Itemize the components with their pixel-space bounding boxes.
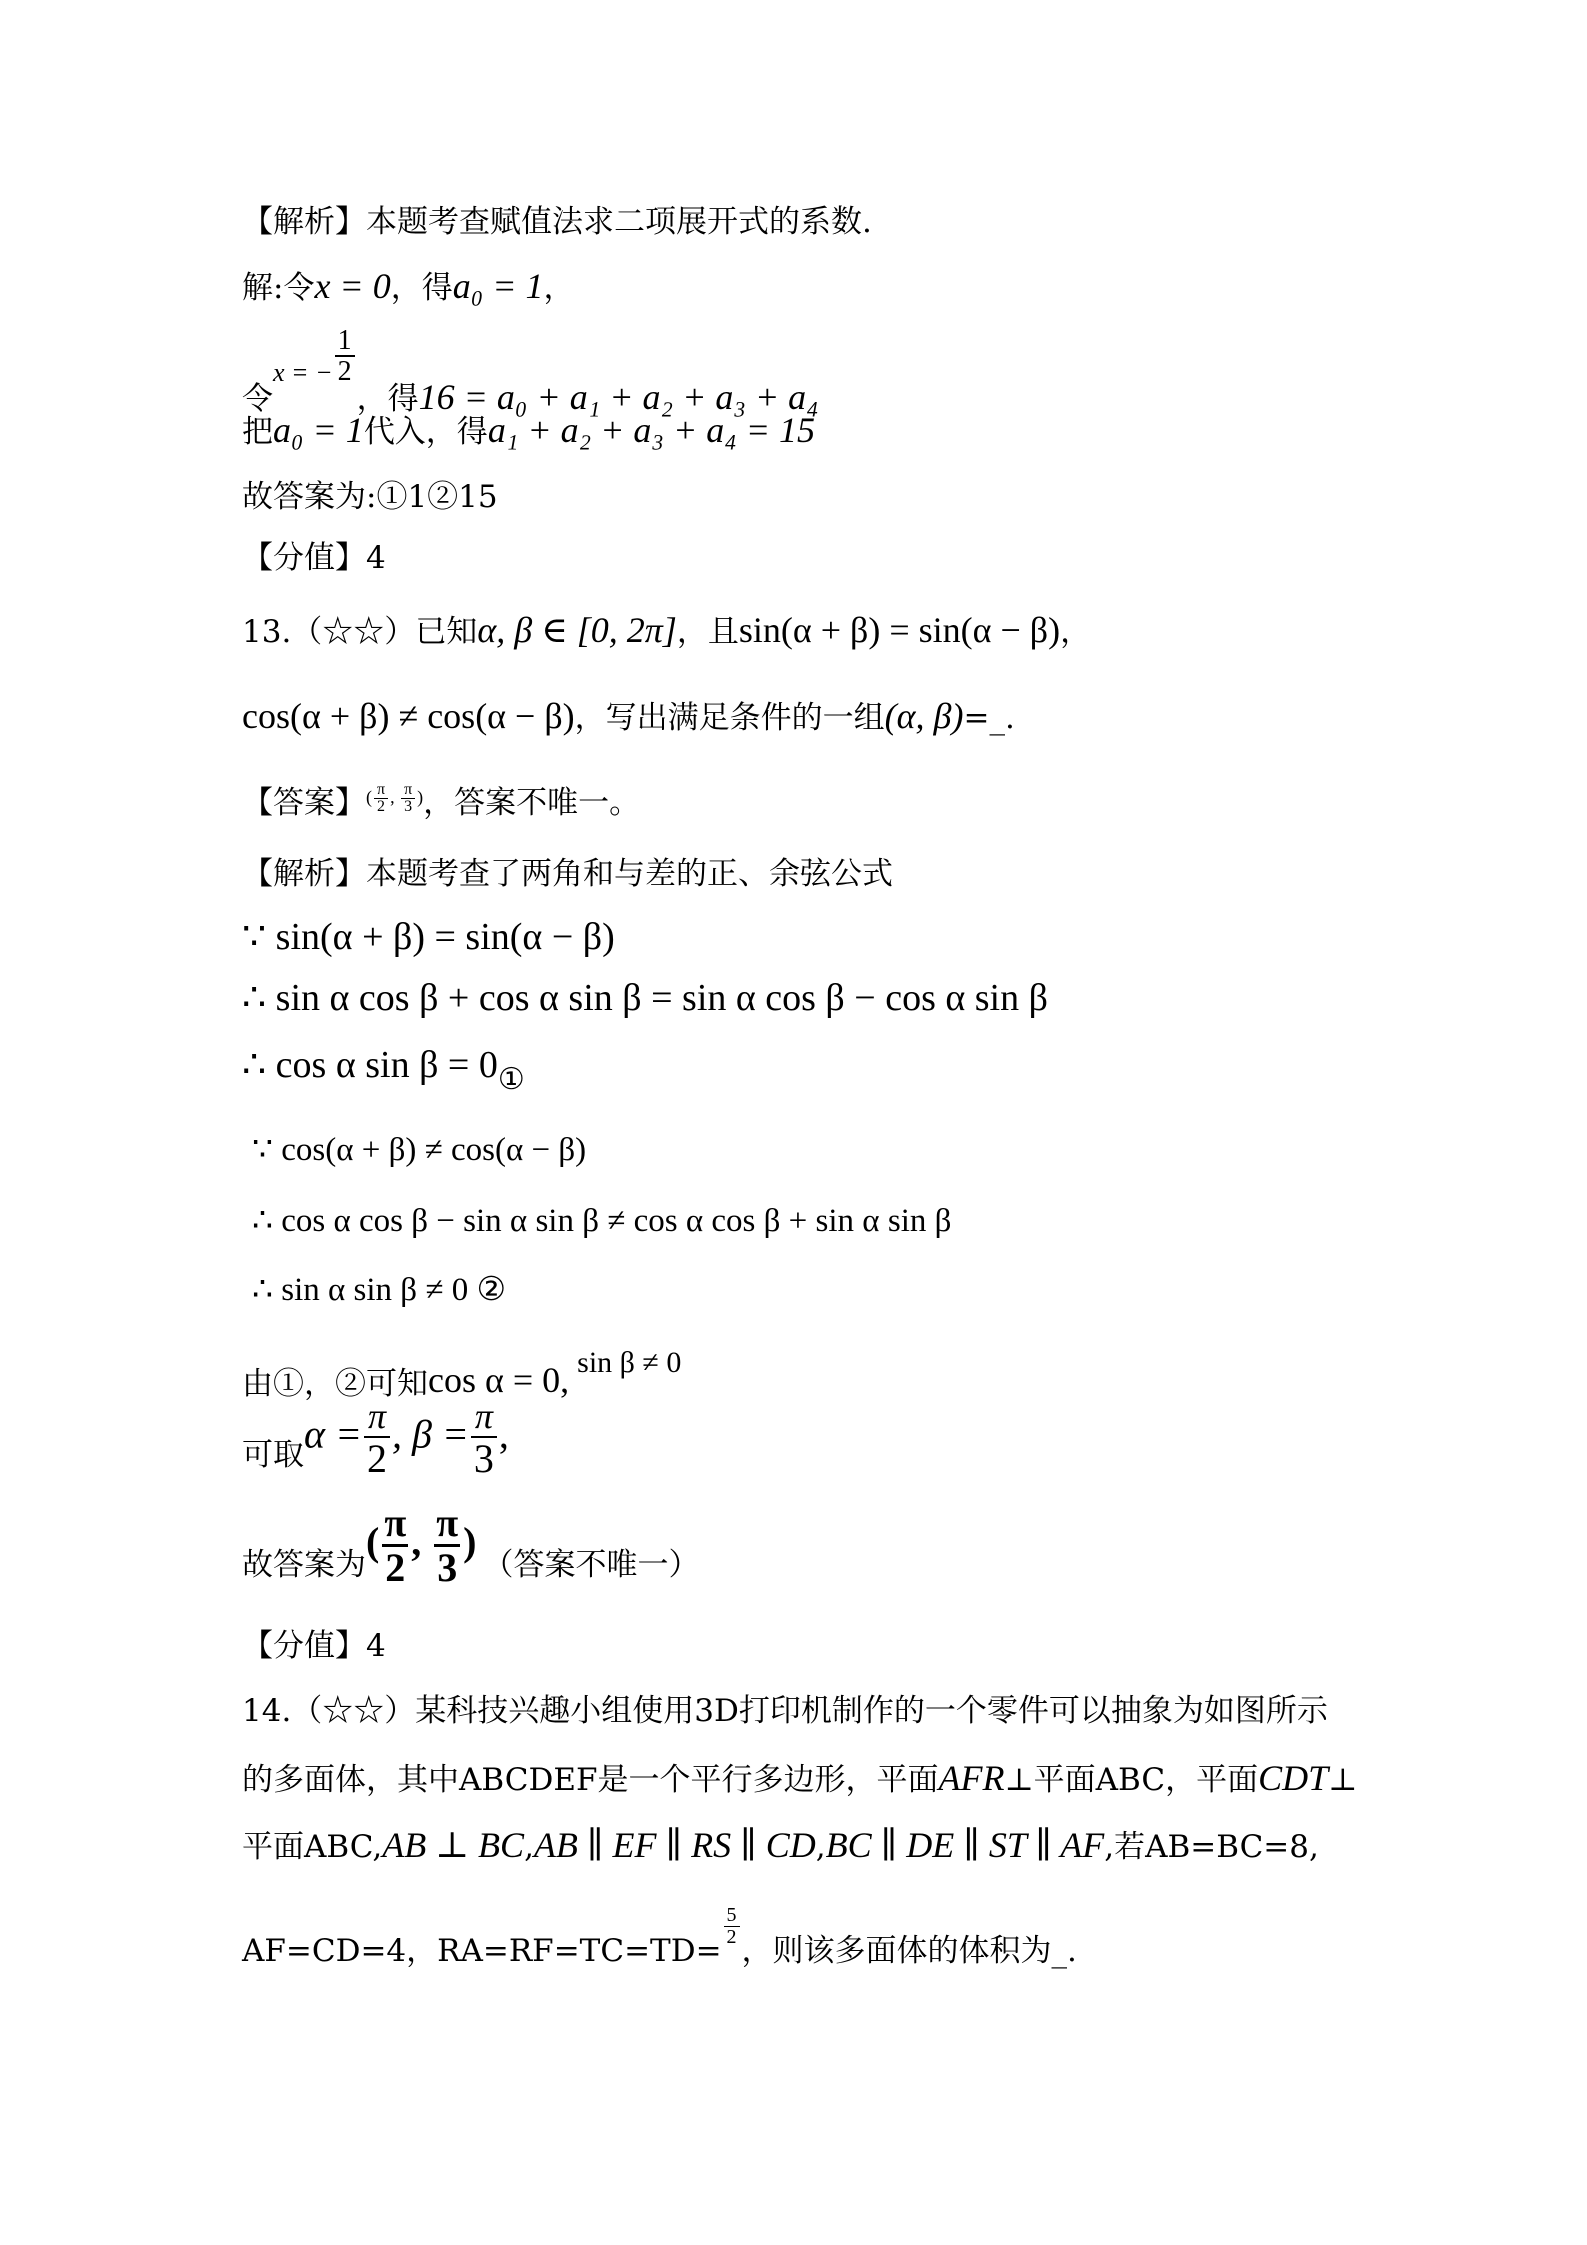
answer-line-13	[242, 780, 641, 826]
answer-pair-bold: ( $\frac{\pi}{2}$ , $\frac{\pi}{3}$ )	[366, 1500, 477, 1590]
text: 由①，②可知	[242, 1366, 428, 1402]
numerator: π	[474, 1396, 493, 1436]
math: BC ∥ DE ∥ ST ∥ AF	[825, 1825, 1105, 1865]
solution-line-2	[242, 318, 819, 417]
fraction	[364, 1398, 390, 1480]
question-14-line-1: 14.（☆☆）某科技兴趣小组使用3D打印机制作的一个零件可以抽象为如图所示	[242, 1693, 1328, 1729]
numerator: 1	[337, 325, 352, 356]
text: ，	[543, 270, 575, 306]
text: 的多面体，其中ABCDEF是一个平行多边形，平面	[242, 1762, 939, 1798]
math: a₀ = 1	[452, 266, 544, 306]
denominator: 2	[382, 1544, 408, 1589]
fraction	[401, 782, 415, 817]
derivation-line-4: ∵ cos(α + β) ≠ cos(α − β)	[252, 1132, 587, 1168]
text: ⊥	[1328, 1762, 1358, 1798]
math: sin β ≠ 0	[577, 1346, 682, 1379]
text: 平面ABC,	[242, 1829, 383, 1865]
text: =_.	[963, 700, 1015, 736]
score-line-12: 【分值】4	[242, 540, 386, 576]
denominator: 2	[374, 798, 388, 816]
text: ,若AB=BC=8,	[1104, 1829, 1319, 1865]
text: 可取	[242, 1437, 304, 1474]
text: 【答案】	[242, 785, 366, 821]
score-line-13: 【分值】4	[242, 1628, 386, 1664]
text: ，得	[356, 380, 419, 417]
derivation-line-1: ∵ sin(α + β) = sin(α − β)	[242, 916, 615, 958]
text: ，写出满足条件的一组	[574, 700, 885, 736]
text: ,	[524, 1829, 534, 1865]
math: α =	[304, 1411, 362, 1457]
question-13-line-1	[242, 612, 1091, 648]
text: ，则该多面体的体积为_.	[741, 1933, 1077, 1969]
solution-line-1	[242, 268, 575, 304]
denominator: 3	[471, 1436, 497, 1480]
answer-line-13b	[242, 1502, 700, 1589]
derivation-line-3	[242, 1044, 525, 1097]
math: a₀ = 1	[273, 410, 364, 450]
numerator: π	[377, 780, 386, 798]
math: ,	[498, 1411, 509, 1457]
analysis-heading-12: 【解析】本题考查赋值法求二项展开式的系数.	[242, 204, 872, 240]
denominator: 3	[434, 1544, 460, 1589]
analysis-heading-13: 【解析】本题考查了两角和与差的正、余弦公式	[242, 856, 893, 892]
text: 把	[242, 414, 273, 450]
math: a₁ + a₂ + a₃ + a₄ = 15	[487, 410, 816, 450]
fraction-five-halves	[724, 1905, 740, 1948]
text: ，得	[390, 270, 453, 306]
circled-one: ①	[497, 1062, 525, 1097]
derivation-line-5: ∴ cos α cos β − sin α sin β ≠ cos α cos β + sin α sin β	[252, 1203, 952, 1239]
text: 代入，得	[363, 414, 488, 450]
denominator: 2	[335, 355, 355, 386]
question-14-line-3	[242, 1827, 1319, 1863]
math: AB ∥ EF ∥ RS ∥ CD	[533, 1825, 816, 1865]
fraction-one-half	[335, 326, 355, 387]
math: AB ⊥ BC	[382, 1825, 525, 1865]
text: ⊥平面ABC，平面	[1004, 1762, 1259, 1798]
fraction	[433, 1502, 461, 1589]
math: 16 = a₀ + a₁ + a₂ + a₃ + a₄	[418, 376, 819, 417]
question-14-line-4	[242, 1904, 1077, 1969]
numerator: 5	[726, 1904, 737, 1926]
text: AF=CD=4，RA=RF=TC=TD=	[242, 1933, 722, 1969]
math: , β =	[392, 1411, 469, 1457]
text: （答案不唯一）	[482, 1546, 700, 1583]
text: ,	[815, 1829, 826, 1865]
math: α, β ∈ [0, 2π]	[477, 610, 677, 650]
answer-line-12: 故答案为:①1②15	[242, 479, 498, 515]
math: x = 0	[314, 266, 391, 306]
text: ，且	[676, 614, 739, 650]
solution-line-3	[242, 412, 815, 448]
math: cos α = 0,	[428, 1360, 570, 1400]
derivation-line-6: ∴ sin α sin β ≠ 0 ②	[252, 1272, 507, 1308]
numerator: π	[436, 1500, 459, 1545]
fraction	[374, 782, 388, 817]
numerator: π	[367, 1396, 387, 1436]
text: 解:令	[242, 270, 315, 306]
denominator: 2	[364, 1436, 390, 1480]
derivation-line-7	[242, 1342, 682, 1402]
numerator: π	[404, 780, 413, 798]
text: ，	[1060, 614, 1092, 650]
question-14-line-2	[242, 1760, 1357, 1796]
text: ，答案不唯一。	[423, 785, 641, 821]
math: AFR	[938, 1758, 1005, 1798]
math: sin(α + β) = sin(α − β)	[738, 610, 1061, 650]
math: ∴ cos α sin β = 0	[242, 1044, 498, 1086]
text: 13.（☆☆）已知	[242, 614, 478, 650]
fraction	[471, 1398, 497, 1480]
fraction	[381, 1502, 409, 1589]
derivation-line-2: ∴ sin α cos β + cos α sin β = sin α cos β − cos α sin β	[242, 977, 1048, 1019]
derivation-line-8	[242, 1398, 509, 1480]
text: 令	[242, 380, 273, 417]
answer-pair: ( π 2 , π 3 )	[366, 780, 424, 816]
question-13-line-2	[242, 698, 1015, 734]
math: (α, β)	[884, 696, 964, 736]
denominator: 2	[724, 1926, 740, 1948]
math: CDT	[1258, 1758, 1329, 1798]
math: cos(α + β) ≠ cos(α − β)	[242, 696, 575, 736]
numerator: π	[384, 1500, 407, 1545]
math: x = −	[273, 357, 333, 387]
text: 故答案为	[242, 1546, 366, 1583]
denominator: 3	[401, 798, 415, 816]
